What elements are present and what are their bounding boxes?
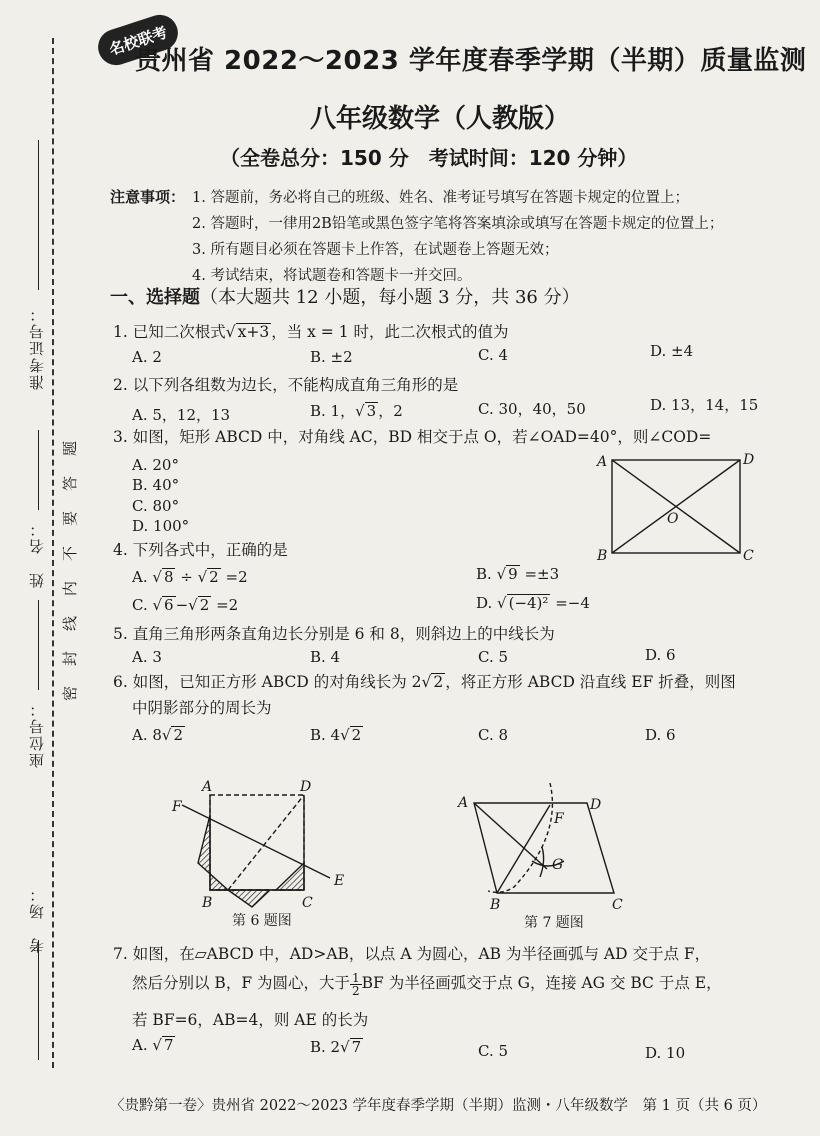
question-7-line2: 然后分别以 B，F 为圆心，大于 $\frac{1}{2}$ BF 为半径画弧交于点 G，连接 AG 交 BC 于点 E， — [132, 970, 722, 998]
seal-char: 题 — [61, 440, 80, 457]
seal-char: 答 — [61, 475, 80, 492]
label-b: B — [597, 548, 608, 562]
note-item: 1. 答题前，务必将自己的班级、姓名、准考证号填写在答题卡规定的位置上； — [192, 190, 689, 206]
q7-parallelogram-figure — [452, 765, 642, 915]
shaded-right — [276, 863, 304, 890]
name-fill-line — [38, 430, 39, 510]
q4-option-d: D. √ (−4)² =−4 — [476, 594, 590, 612]
label-d: D — [300, 779, 312, 795]
page-footer: 〈贵黔第一卷〉贵州省 2022～2023 学年度春季学期（半期）监测・八年级数学 第 1 页（共 6 页） — [110, 1098, 767, 1114]
question-7-line1: 7. 如图，在▱ABCD 中，AD>AB，以点 A 为圆心，AB 为半径画弧与 AD 交于点 F， — [113, 945, 711, 963]
notes-label: 注意事项： — [110, 188, 186, 206]
school-alliance-badge: 名校联考 — [93, 10, 182, 70]
q2-option-a: A. 5，12，13 — [132, 406, 231, 424]
section-heading — [110, 283, 580, 309]
exam-subtitle: 八年级数学（人教版） — [310, 104, 571, 134]
q3-rectangle-figure — [595, 450, 765, 562]
label-c: C — [743, 548, 754, 562]
q6-option-d: D. 6 — [645, 726, 676, 744]
label-c: C — [302, 895, 313, 911]
question-1-stem: 1. 已知二次根式√ x+3 ，当 x = 1 时，此二次根式的值为 — [113, 323, 509, 341]
binding-margin — [0, 0, 90, 1136]
question-4-stem: 4. 下列各式中，正确的是 — [113, 541, 288, 559]
seat-fill-line — [38, 600, 39, 690]
q7-figure-caption: 第 7 题图 — [524, 915, 584, 931]
seal-char: 线 — [61, 615, 80, 632]
note-item: 2. 答题时，一律用2B铅笔或黑色签字笔将答案填涂或填写在答题卡规定的位置上； — [192, 216, 724, 232]
exam-title: 贵州省 2022～2023 学年度春季学期（半期）质量监测 — [135, 46, 807, 76]
q1-option-b: B. ±2 — [310, 348, 353, 366]
note-item: 3. 所有题目必须在答题卡上作答，在试题卷上答题无效； — [192, 242, 559, 258]
q7-option-b: B. 2√ 7 — [310, 1038, 362, 1056]
half-fraction: $\frac{1}{2}$ — [352, 970, 360, 998]
q2-option-c: C. 30，40，50 — [478, 400, 586, 418]
section-title: 一、选择题 — [110, 287, 200, 308]
room-label: 考 场： — [28, 885, 46, 953]
q4-option-a: A. √ 8 ÷ √ 2 =2 — [132, 568, 248, 586]
q7-option-a: A. √ 7 — [132, 1036, 174, 1054]
question-7-line3: 若 BF=6，AB=4，则 AE 的长为 — [132, 1011, 369, 1029]
label-b: B — [490, 897, 501, 913]
q4-option-c: C. √ 6 −√ 2 =2 — [132, 596, 239, 614]
exam-id-label: 准考证号： — [28, 305, 46, 390]
q7-option-d: D. 10 — [645, 1044, 686, 1062]
label-a: A — [597, 454, 608, 470]
room-fill-line — [38, 940, 39, 1060]
seal-char: 内 — [61, 580, 80, 597]
exam-info: （全卷总分：150 分 考试时间：120 分钟） — [220, 146, 638, 170]
question-6-stem: 6. 如图，已知正方形 ABCD 的对角线长为 2√ 2 ，将正方形 ABCD 沿直线 EF 折叠，则图 — [113, 673, 736, 691]
label-f: F — [554, 811, 564, 827]
label-e: E — [334, 873, 345, 889]
parallelogram-abcd — [474, 803, 614, 893]
q3-option-c: C. 80° — [132, 497, 180, 515]
q3-option-b: B. 40° — [132, 476, 180, 494]
seal-char: 封 — [61, 650, 80, 667]
label-b: B — [202, 895, 213, 911]
q5-option-b: B. 4 — [310, 648, 341, 666]
q5-option-c: C. 5 — [478, 648, 509, 666]
q6-fold-figure — [168, 775, 358, 913]
label-d: D — [743, 452, 755, 468]
label-c: C — [612, 897, 623, 913]
seal-char: 不 — [61, 545, 80, 562]
q7-option-c: C. 5 — [478, 1042, 509, 1060]
label-d: D — [590, 797, 602, 813]
q3-option-a: A. 20° — [132, 456, 179, 474]
seat-label: 座位号： — [28, 700, 46, 768]
q1-option-a: A. 2 — [132, 348, 162, 366]
seal-char: 密 — [61, 685, 80, 702]
q1-option-d: D. ±4 — [650, 342, 694, 360]
label-f: F — [172, 799, 182, 815]
question-2-stem: 2. 以下列各组数为边长，不能构成直角三角形的是 — [113, 376, 459, 394]
seal-dashed-line — [52, 38, 54, 1068]
q6-option-b: B. 4√ 2 — [310, 726, 362, 744]
question-6-stem-line2: 中阴影部分的周长为 — [132, 699, 272, 717]
name-label: 姓 名： — [28, 520, 46, 588]
q4-option-b: B. √ 9 =±3 — [476, 565, 560, 583]
q6-option-c: C. 8 — [478, 726, 509, 744]
q6-figure-caption: 第 6 题图 — [232, 913, 292, 929]
arc-center-a — [488, 783, 552, 892]
label-a: A — [458, 795, 469, 811]
exam-id-fill-line — [38, 140, 39, 290]
section-desc: （本大题共 12 小题，每小题 3 分，共 36 分） — [200, 287, 580, 308]
question-3-stem: 3. 如图，矩形 ABCD 中，对角线 AC，BD 相交于点 O，若∠OAD=40°，则∠COD= — [113, 428, 712, 446]
q6-option-a: A. 8√ 2 — [132, 726, 184, 744]
q1-option-c: C. 4 — [478, 346, 509, 364]
q2-option-d: D. 13，14，15 — [650, 396, 759, 414]
q2-option-b: B. 1，√ 3 ，2 — [310, 402, 403, 420]
shaded-bottom — [228, 890, 270, 907]
seal-char: 要 — [61, 510, 80, 527]
label-a: A — [202, 779, 213, 795]
label-o: O — [667, 511, 679, 527]
seal-warning — [61, 438, 80, 704]
q3-option-d: D. 100° — [132, 517, 190, 535]
q5-option-d: D. 6 — [645, 646, 676, 664]
radicand: x+3 — [237, 323, 270, 341]
q5-option-a: A. 3 — [132, 648, 162, 666]
note-item: 4. 考试结束，将试题卷和答题卡一并交回。 — [192, 268, 472, 284]
label-g: G — [552, 857, 564, 873]
question-5-stem: 5. 直角三角形两条直角边长分别是 6 和 8，则斜边上的中线长为 — [113, 625, 555, 643]
